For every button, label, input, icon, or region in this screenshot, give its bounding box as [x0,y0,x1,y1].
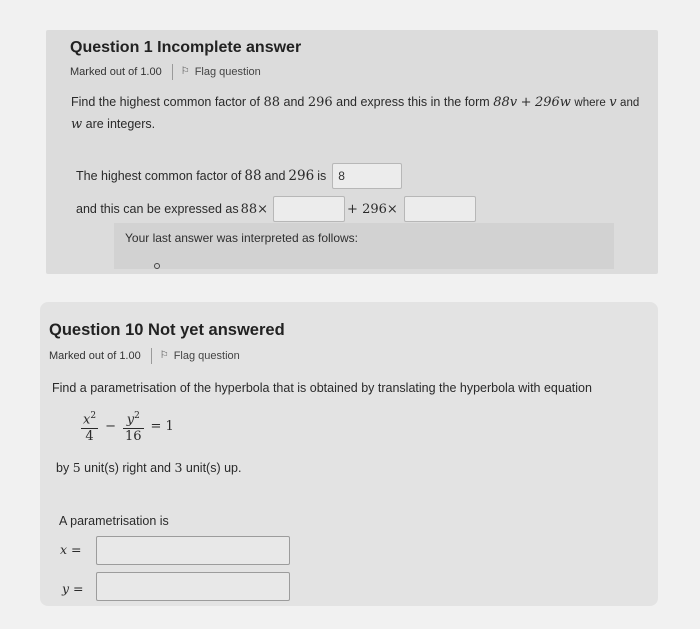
up-amount: 3 [174,460,183,475]
up-text: unit(s) up. [185,461,242,475]
q1-are-integers: are integers. [85,117,156,131]
y-parametrisation-input[interactable] [96,572,290,601]
hcf-prefix: The highest common factor of [76,169,242,183]
q1-number-296: 296 [307,95,333,110]
question-10-marked: Marked out of 1.00 [49,350,141,362]
hyperbola-equation [78,408,178,445]
question-1-marked: Marked out of 1.00 [70,66,162,78]
question-1-card [46,30,658,274]
q1-expr-plus: + [520,95,532,110]
eq-y: y [126,412,135,428]
fraction-y [123,408,144,445]
q1-and: and [283,95,305,109]
expression-line [76,196,476,222]
by-word: by [56,461,70,475]
question-1-title: Question 1 Incomplete answer [70,39,302,56]
eq-den-16: 16 [124,429,142,445]
flag-icon: ⚐ [180,66,190,77]
x-parametrisation-input[interactable] [96,536,290,565]
q1-var-w: w [71,117,83,132]
eq-rhs: = 1 [150,419,174,435]
expression-prefix: and this can be expressed as [76,202,239,216]
flag-label: Flag question [173,350,240,362]
fraction-x [81,408,98,445]
question-1-flag-link[interactable] [181,66,261,78]
eq-y-exp: 2 [134,411,140,421]
q1-expr-296w: 296w [534,95,571,110]
right-text: unit(s) right and [84,461,171,475]
flag-label: Flag question [194,66,261,78]
times-88: 88× [240,201,269,217]
translation-text [56,460,242,475]
q1-where: where [574,97,606,109]
question-10-title: Question 10 Not yet answered [49,321,285,339]
q1-text-b: and express this in the form [336,95,490,109]
eq-minus: − [105,419,116,435]
question-10-card [40,302,658,606]
question-1-meta [70,64,261,80]
q1-var-v: v [609,95,617,110]
hcf-is: is [317,169,327,183]
hcf-line [76,163,402,189]
v-answer-input[interactable] [273,196,345,222]
flag-icon: ⚐ [159,350,169,361]
q1-text-a: Find the highest common factor of [71,95,260,109]
question-10-prompt: Find a parametrisation of the hyperbola that is obtained by translating the hyperbola with equation [52,381,592,395]
y-equals-label: y = [62,581,84,596]
meta-divider [172,64,173,80]
q1-number-88: 88 [263,95,281,110]
meta-divider [151,348,152,364]
question-10-flag-link[interactable] [160,350,240,362]
circle-icon [154,263,160,269]
interpretation-text: Your last answer was interpreted as follows: [125,231,359,245]
w-answer-input[interactable] [404,196,476,222]
hcf-88: 88 [244,168,262,184]
eq-x: x [83,412,91,428]
x-equals-label: x = [60,542,82,557]
right-amount: 5 [72,460,81,475]
eq-den-4: 4 [85,429,94,445]
interpretation-box [114,223,614,269]
q1-expr-88v: 88v [493,95,518,110]
question-1-text: Find the highest common factor of 88 and 296 and express this in the form 88v + 296w where v and w are integers. [71,95,640,132]
question-10-meta [49,348,240,364]
eq-x-exp: 2 [90,411,97,421]
hcf-answer-input[interactable]: 8 [332,163,402,189]
plus-296: + 296× [347,201,398,217]
hcf-and: and [264,169,286,183]
parametrisation-label: A parametrisation is [59,514,169,528]
hcf-296: 296 [288,168,315,184]
